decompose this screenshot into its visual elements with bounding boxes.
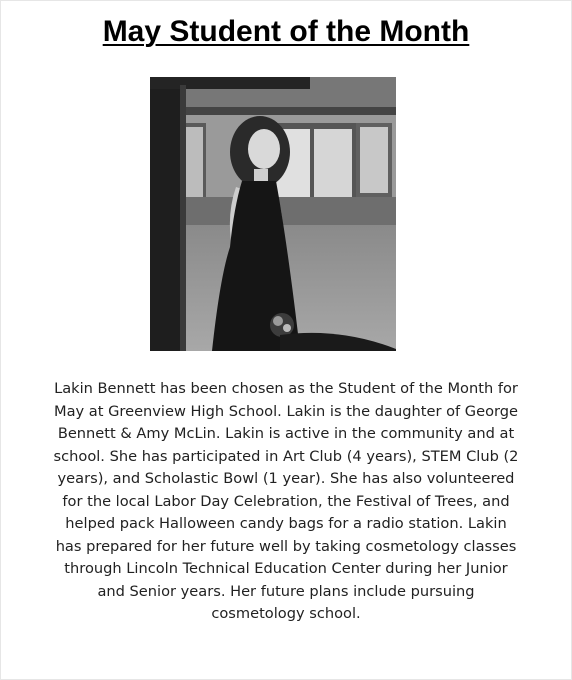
bio-line: for the local Labor Day Celebration, the Festival of Trees, and [62,492,510,510]
student-photo-graphic [150,77,396,351]
student-bio [22,378,550,626]
bio-line: Bennett & Amy McLin. Lakin is active in the community and at [57,425,515,442]
page-title [0,14,572,50]
bio-line: school. She has participated in Art Club (4 years), STEM Club (2 [53,447,519,465]
page-title-text: May Student of the Month [102,15,470,48]
bio-line: and Senior years. Her future plans include pursuing [97,582,475,600]
bio-line: has prepared for her future well by taking cosmetology classes [55,537,517,555]
student-photo [150,77,396,351]
bio-line: cosmetology school. [211,605,361,622]
bio-line: through Lincoln Technical Education Center during her Junior [64,560,508,577]
bio-line: years), and Scholastic Bowl (1 year). She has also volunteered [57,470,515,487]
bio-line: helped pack Halloween candy bags for a radio station. Lakin [65,515,507,532]
bio-line: Lakin Bennett has been chosen as the Student of the Month for [54,380,518,397]
bio-line: May at Greenview High School. Lakin is the daughter of George [53,402,519,420]
